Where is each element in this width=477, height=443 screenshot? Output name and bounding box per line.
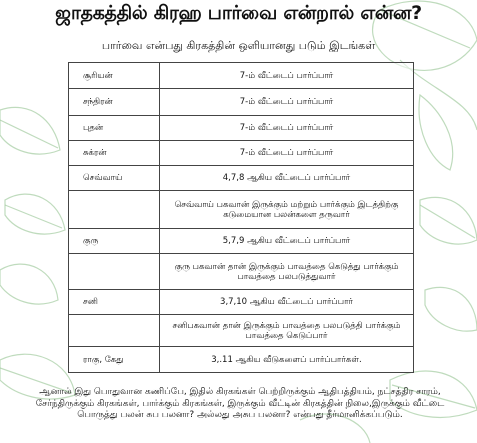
aspect-cell: 7-ம் வீட்டைப் பார்ப்பார் xyxy=(160,116,414,141)
planet-cell: சந்திரன் xyxy=(69,89,160,116)
aspect-note-cell: செவ்வாய் பகவான் இருக்கும் மற்றும் பார்க்கும் இடத்திற்கு கடுமையான பலன்களை தருவார் xyxy=(160,191,414,229)
table-row xyxy=(69,116,414,141)
table-row xyxy=(69,89,414,116)
planet-cell: சூரியன் xyxy=(69,63,160,89)
table-row xyxy=(69,290,414,315)
planet-cell: புதன் xyxy=(69,116,160,141)
footer-note: ஆனால் இது பொதுவான கணிப்பே, இதில் கிரகங்கள் பெற்றிருக்கும் ஆதிபத்தியம், நட்சத்திர சாரம், சேர்ந்திருக்கும் கிரகங்கள், பார்க்கும் கிரகங்கள், இருக்கும் வீட்டின் கிரகத்தின் நிலை,இருக்கும் வீட்டை பொருத்து பலன் சுப பலனா? அல்லது அசுப பலனா? என்பது தீர்மானிக்கப்படும். xyxy=(35,387,445,420)
table-row xyxy=(69,315,414,347)
planet-cell xyxy=(69,315,160,347)
planet-cell: குரு xyxy=(69,229,160,254)
aspect-cell: 3,7,10 ஆகிய வீட்டைப் பார்ப்பார் xyxy=(160,290,414,315)
table-row xyxy=(69,166,414,191)
planet-cell xyxy=(69,191,160,229)
planet-aspect-table xyxy=(68,62,414,373)
aspect-cell: 7-ம் வீட்டைப் பார்ப்பார் xyxy=(160,89,414,116)
planet-cell: செவ்வாய் xyxy=(69,166,160,191)
aspect-note-cell: சனிபகவான் தான் இருக்கும் பாவத்தை பலபடுத்தி பார்க்கும் பாவத்தை கெடுப்பார் xyxy=(160,315,414,347)
aspect-cell: 4,7,8 ஆகிய வீட்டைப் பார்ப்பார் xyxy=(160,166,414,191)
planet-cell: சுக்ரன் xyxy=(69,141,160,166)
page-title: ஜாதகத்தில் கிரஹ பார்வை என்றால் என்ன? xyxy=(55,2,422,24)
planet-cell: சனி xyxy=(69,290,160,315)
table-row xyxy=(69,63,414,89)
aspect-cell: 5,7,9 ஆகிய வீட்டைப் பார்ப்பார் xyxy=(160,229,414,254)
table-row xyxy=(69,254,414,290)
aspect-cell: 7-ம் வீட்டைப் பார்ப்பார் xyxy=(160,141,414,166)
planet-cell xyxy=(69,254,160,290)
table-row xyxy=(69,191,414,229)
aspect-cell: 7-ம் வீட்டைப் பார்ப்பார் xyxy=(160,63,414,89)
aspect-note-cell: குரு பகவான் தான் இருக்கும் பாவத்தை கெடுத்து பார்க்கும் பாவத்தை பலபடுத்துவார் xyxy=(160,254,414,290)
table-row xyxy=(69,141,414,166)
aspect-cell: 3,.11 ஆகிய வீடுகளைப் பார்ப்பார்கள். xyxy=(160,347,414,373)
planet-cell: ராகு, கேது xyxy=(69,347,160,373)
table-row xyxy=(69,229,414,254)
table-row xyxy=(69,347,414,373)
page-subtitle: பார்வை என்பது கிரகத்தின் ஒளியானது படும் இடங்கள் xyxy=(101,39,376,52)
